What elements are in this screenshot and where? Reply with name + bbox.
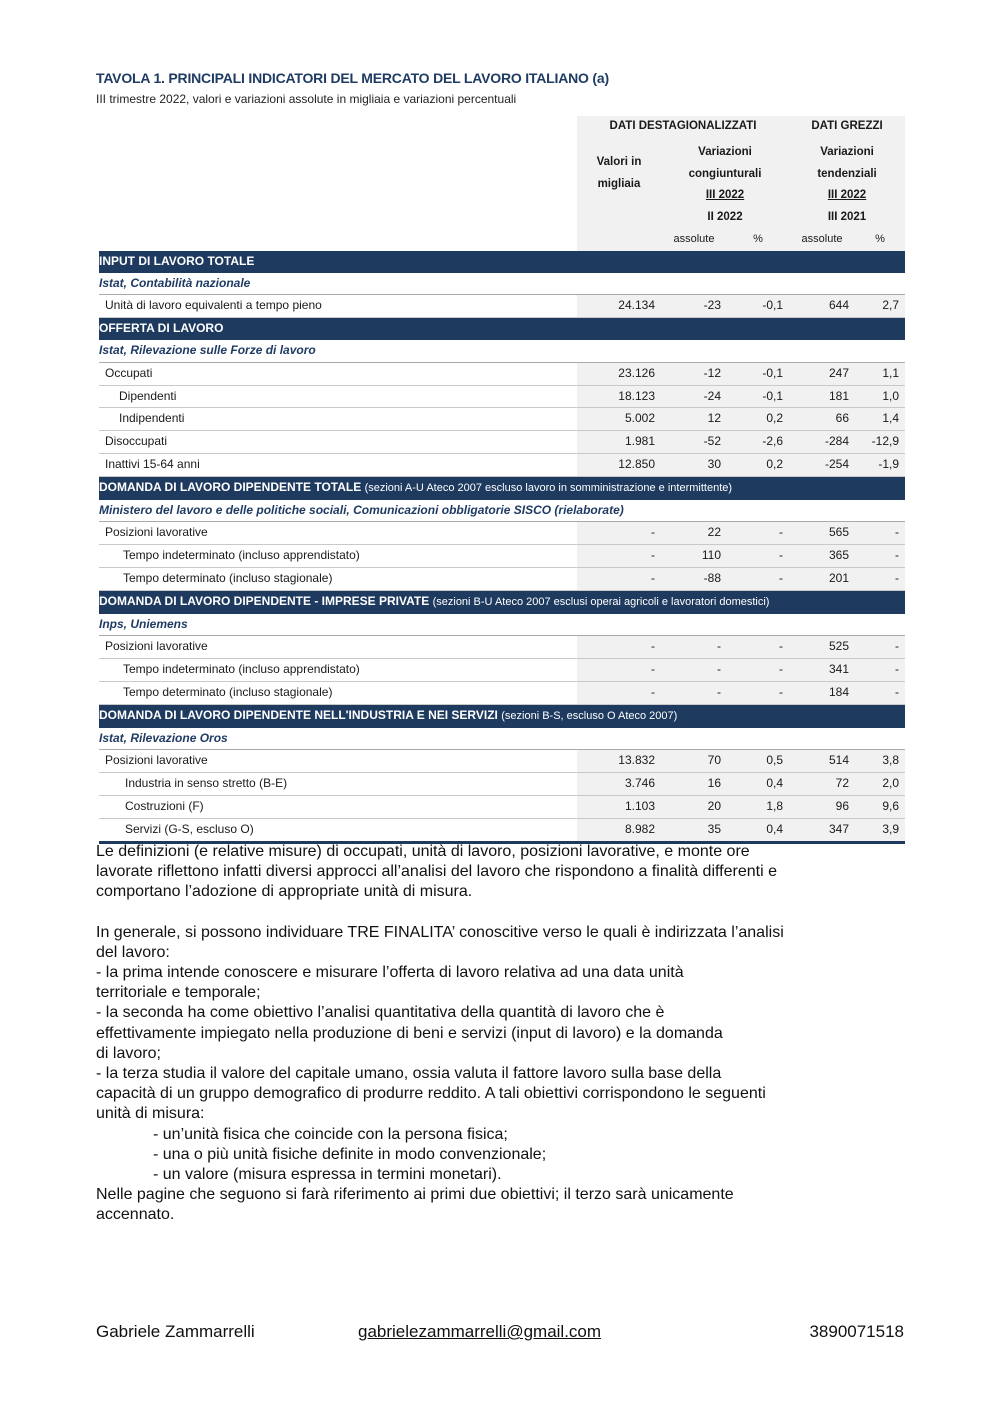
cell-p1: 1,8 (727, 795, 789, 818)
cell-p1: 0,5 (727, 750, 789, 773)
cell-p1: - (727, 659, 789, 682)
table-row (99, 362, 905, 385)
row-label: Servizi (G-S, escluso O) (99, 818, 577, 842)
cell-p2: 1,4 (855, 408, 905, 431)
cell-a1: -12 (661, 362, 727, 385)
footer-author: Gabriele Zammarrelli (96, 1322, 255, 1341)
header-group-seasonally-adjusted: DATI DESTAGIONALIZZATI (577, 116, 789, 138)
cell-a1: 70 (661, 750, 727, 773)
cell-a2: -254 (789, 453, 855, 476)
cell-v: 13.832 (577, 750, 661, 773)
text-line: effettivamente impiegato nella produzione di beni e servizi (input di lavoro) e la domanda (96, 1024, 723, 1042)
cell-a2: 247 (789, 362, 855, 385)
section-source: Istat, Contabilità nazionale (99, 273, 905, 295)
header-congiunturali: Variazioni congiunturali III 2022 II 2022 (661, 138, 789, 229)
cell-p1: 0,4 (727, 818, 789, 842)
cell-a1: 30 (661, 453, 727, 476)
table-row (99, 818, 905, 842)
cell-a1: -23 (661, 295, 727, 318)
section-source-row (99, 273, 905, 295)
cell-a1: 35 (661, 818, 727, 842)
cell-v: - (577, 522, 661, 545)
row-label: Tempo indeterminato (incluso apprendistato) (99, 659, 577, 682)
cell-a2: -284 (789, 431, 855, 454)
section-note: (sezioni B-S, escluso O Ateco 2007) (501, 709, 678, 722)
row-label: Occupati (99, 362, 577, 385)
section-source-row (99, 340, 905, 362)
cell-a1: - (661, 636, 727, 659)
cell-v: 12.850 (577, 453, 661, 476)
cell-p1: 0,4 (727, 773, 789, 796)
cell-p2: - (855, 636, 905, 659)
text-line: - un’unità fisica che coincide con la persona fisica; (153, 1125, 508, 1143)
cell-p1: - (727, 545, 789, 568)
section-title (99, 318, 905, 340)
row-label: Posizioni lavorative (99, 750, 577, 773)
section-header (99, 251, 905, 273)
text-line: di lavoro; (96, 1044, 161, 1062)
section-title (99, 704, 905, 727)
table-row (99, 295, 905, 318)
row-label: Posizioni lavorative (99, 636, 577, 659)
section-title (99, 476, 905, 499)
header-abs-2: assolute (789, 229, 855, 251)
text-line: Nelle pagine che seguono si farà riferimento ai primi due obiettivi; il terzo sarà unicamente (96, 1186, 734, 1204)
cell-v: 18.123 (577, 385, 661, 408)
section-note: (sezioni B-U Ateco 2007 esclusi operai agricoli e lavoratori domestici) (432, 595, 770, 608)
cell-a1: 110 (661, 545, 727, 568)
header-group-raw: DATI GREZZI (789, 116, 905, 138)
header-tendenziali: Variazioni tendenziali III 2022 III 2021 (789, 138, 905, 229)
row-label: Inattivi 15-64 anni (99, 453, 577, 476)
cell-p2: - (855, 545, 905, 568)
table-row (99, 659, 905, 682)
row-label: Tempo indeterminato (incluso apprendistato) (99, 545, 577, 568)
header-pct-1: % (727, 229, 789, 251)
cell-p1: 0,2 (727, 408, 789, 431)
paragraph-finalita (96, 923, 916, 1125)
row-label: Tempo determinato (incluso stagionale) (99, 567, 577, 590)
cell-p1: - (727, 681, 789, 704)
section-title-text: DOMANDA DI LAVORO DIPENDENTE NELL'INDUSTRIA E NEI SERVIZI (99, 707, 498, 722)
section-source: Inps, Uniemens (99, 614, 905, 636)
cell-a1: 16 (661, 773, 727, 796)
section-title-text: INPUT DI LAVORO TOTALE (99, 253, 255, 268)
cell-p2: - (855, 522, 905, 545)
cell-a2: 347 (789, 818, 855, 842)
section-source: Ministero del lavoro e delle politiche sociali, Comunicazioni obbligatorie SISCO (rielaborate) (99, 500, 905, 522)
cell-v: 23.126 (577, 362, 661, 385)
table-row (99, 408, 905, 431)
text-line: unità di misura: (96, 1105, 205, 1123)
cell-p1: -2,6 (727, 431, 789, 454)
cell-v: - (577, 636, 661, 659)
text-line: Le definizioni (e relative misure) di occupati, unità di lavoro, posizioni lavorative, e monte ore (96, 843, 750, 860)
cell-v: - (577, 567, 661, 590)
header-abs-1: assolute (661, 229, 727, 251)
text-line: lavorate riflettono infatti diversi approcci all’analisi del lavoro che rispondono a finalità differenti e (96, 863, 777, 881)
text-line: comportano l’adozione di appropriate unità di misura. (96, 883, 473, 901)
row-label: Unità di lavoro equivalenti a tempo pieno (99, 295, 577, 318)
row-label: Tempo determinato (incluso stagionale) (99, 681, 577, 704)
header-pct-2: % (855, 229, 905, 251)
cell-a1: 22 (661, 522, 727, 545)
row-label: Dipendenti (99, 385, 577, 408)
cell-p1: -0,1 (727, 295, 789, 318)
cell-p2: 2,7 (855, 295, 905, 318)
section-title (99, 251, 905, 273)
cell-a2: 514 (789, 750, 855, 773)
section-header (99, 590, 905, 613)
cell-p2: 2,0 (855, 773, 905, 796)
cell-v: 5.002 (577, 408, 661, 431)
table-row (99, 385, 905, 408)
section-title-text: OFFERTA DI LAVORO (99, 321, 224, 336)
section-source: Istat, Rilevazione sulle Forze di lavoro (99, 340, 905, 362)
cell-p2: 3,9 (855, 818, 905, 842)
section-title (99, 590, 905, 613)
text-line: - una o più unità fisiche definite in modo convenzionale; (153, 1145, 547, 1163)
cell-v: - (577, 681, 661, 704)
section-source: Istat, Rilevazione Oros (99, 728, 905, 750)
cell-p2: - (855, 659, 905, 682)
section-title-text: DOMANDA DI LAVORO DIPENDENTE - IMPRESE PRIVATE (99, 593, 430, 608)
section-note: (sezioni A-U Ateco 2007 escluso lavoro in somministrazione e intermittente) (364, 481, 733, 494)
cell-v: 1.103 (577, 795, 661, 818)
cell-a2: 181 (789, 385, 855, 408)
cell-p1: -0,1 (727, 362, 789, 385)
cell-p2: -1,9 (855, 453, 905, 476)
table-subtitle: III trimestre 2022, valori e variazioni assolute in migliaia e variazioni percentuali (96, 92, 517, 106)
cell-a1: -88 (661, 567, 727, 590)
row-label: Posizioni lavorative (99, 522, 577, 545)
table-row (99, 795, 905, 818)
table-row (99, 545, 905, 568)
cell-a1: 20 (661, 795, 727, 818)
cell-a1: -52 (661, 431, 727, 454)
text-line: - un valore (misura espressa in termini monetari). (153, 1166, 502, 1184)
table-row (99, 431, 905, 454)
cell-p2: 3,8 (855, 750, 905, 773)
text-line: accennato. (96, 1206, 175, 1224)
cell-v: 1.981 (577, 431, 661, 454)
cell-a2: 66 (789, 408, 855, 431)
cell-p2: - (855, 681, 905, 704)
section-source-row (99, 728, 905, 750)
cell-p2: - (855, 567, 905, 590)
cell-a2: 341 (789, 659, 855, 682)
paragraph-definitions (96, 842, 916, 903)
row-label: Industria in senso stretto (B-E) (99, 773, 577, 796)
cell-a2: 565 (789, 522, 855, 545)
table-row (99, 636, 905, 659)
cell-v: 24.134 (577, 295, 661, 318)
cell-p1: - (727, 567, 789, 590)
cell-p1: - (727, 522, 789, 545)
labour-market-table (99, 116, 905, 844)
cell-a1: -24 (661, 385, 727, 408)
footer-phone: 3890071518 (809, 1322, 904, 1341)
table-row (99, 567, 905, 590)
text-line: capacità di un gruppo demografico di produrre reddito. A tali obiettivi corrispondono le seguenti (96, 1085, 766, 1103)
section-header (99, 704, 905, 727)
section-source-row (99, 614, 905, 636)
text-line: territoriale e temporale; (96, 984, 261, 1002)
cell-a1: - (661, 659, 727, 682)
cell-p2: -12,9 (855, 431, 905, 454)
table-row (99, 522, 905, 545)
paragraph-conclusion (96, 1185, 916, 1225)
table-row (99, 453, 905, 476)
section-header (99, 476, 905, 499)
section-title-text: DOMANDA DI LAVORO DIPENDENTE TOTALE (99, 479, 362, 494)
cell-p1: - (727, 636, 789, 659)
cell-a1: 12 (661, 408, 727, 431)
cell-p1: 0,2 (727, 453, 789, 476)
cell-p2: 1,1 (855, 362, 905, 385)
table-row (99, 773, 905, 796)
row-label: Disoccupati (99, 431, 577, 454)
section-source-row (99, 500, 905, 522)
cell-a2: 72 (789, 773, 855, 796)
table-row (99, 750, 905, 773)
row-label: Indipendenti (99, 408, 577, 431)
row-label: Costruzioni (F) (99, 795, 577, 818)
cell-a2: 365 (789, 545, 855, 568)
cell-p1: -0,1 (727, 385, 789, 408)
units-list (96, 1125, 916, 1186)
cell-v: 3.746 (577, 773, 661, 796)
cell-a2: 184 (789, 681, 855, 704)
footer-email-link[interactable]: gabrielezammarrelli@gmail.com (358, 1322, 602, 1341)
table-title: TAVOLA 1. PRINCIPALI INDICATORI DEL MERCATO DEL LAVORO ITALIANO (a) (96, 70, 609, 86)
table-row (99, 681, 905, 704)
body-text (96, 842, 916, 1226)
cell-a2: 96 (789, 795, 855, 818)
text-line: - la seconda ha come obiettivo l’analisi quantitativa della quantità di lavoro che è (96, 1004, 665, 1022)
cell-a2: 525 (789, 636, 855, 659)
cell-a2: 644 (789, 295, 855, 318)
cell-a1: - (661, 681, 727, 704)
text-line: In generale, si possono individuare TRE FINALITA’ conoscitive verso le quali è indirizzata l’analisi (96, 923, 784, 941)
text-line: - la prima intende conoscere e misurare l’offerta di lavoro relativa ad una data unità (96, 964, 684, 982)
text-line: - la terza studia il valore del capitale umano, ossia valuta il fattore lavoro sulla base della (96, 1065, 722, 1083)
cell-a2: 201 (789, 567, 855, 590)
cell-p2: 1,0 (855, 385, 905, 408)
cell-p2: 9,6 (855, 795, 905, 818)
section-header (99, 318, 905, 340)
cell-v: - (577, 659, 661, 682)
cell-v: - (577, 545, 661, 568)
cell-v: 8.982 (577, 818, 661, 842)
header-values: Valori in migliaia (577, 138, 661, 229)
text-line: del lavoro: (96, 943, 170, 961)
